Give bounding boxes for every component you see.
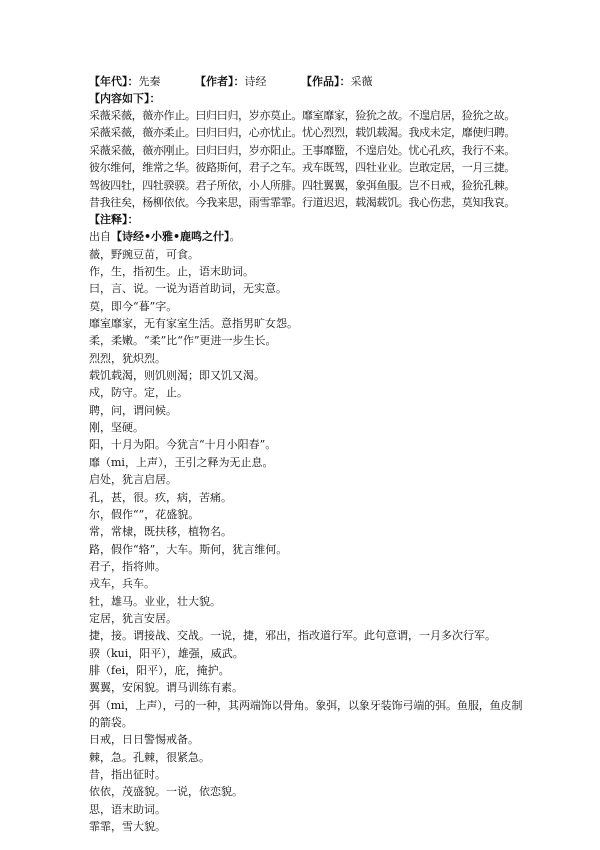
note-item: 昔，指出征时。 bbox=[89, 768, 166, 781]
author-label: 【作者】： bbox=[195, 75, 245, 88]
note-item: 启处，犹言启居。 bbox=[89, 473, 177, 487]
note-item: 阳，十月为阳。今犹言“十月小阳春”。 bbox=[89, 438, 277, 452]
document-page bbox=[89, 73, 529, 835]
notes-list bbox=[89, 246, 529, 836]
author-field bbox=[195, 73, 301, 90]
source-title: 【诗经•小雅•鹿鸣之什】 bbox=[111, 230, 230, 244]
note-item: 常，常棣，既扶移，植物名。 bbox=[89, 525, 232, 539]
note-item: 腓（fei，阳平），庇，掩护。 bbox=[89, 663, 230, 677]
note-item: 翼翼，安闲貌。谓马训练有素。 bbox=[89, 681, 243, 695]
note-item: 刚，坚硬。 bbox=[89, 421, 144, 435]
work-field bbox=[301, 75, 373, 88]
note-item: 柔，柔嫩。“柔”比“作”更进一步生长。 bbox=[89, 334, 277, 348]
note-item: 薇，野豌豆苗，可食。 bbox=[89, 247, 199, 261]
note-item: 君子，指将帅。 bbox=[89, 559, 166, 573]
note-item: 棘，急。孔棘，很紧急。 bbox=[89, 750, 210, 764]
dynasty-label: 【年代】： bbox=[89, 75, 139, 88]
note-item: 作，生，指初生。止，语末助词。 bbox=[89, 265, 254, 279]
note-item: 捷，接。谓接战、交战。一说，捷，邪出，指改道行军。此句意谓，一月多次行军。 bbox=[89, 629, 496, 643]
note-item: 尔，假作“”，花盛貌。 bbox=[89, 507, 200, 521]
note-item: 曰，言、说。一说为语首助词，无实意。 bbox=[89, 282, 287, 296]
note-item: 霏霏，雪大貌。 bbox=[89, 820, 166, 834]
note-item: 靡（mi，上声），王引之释为无止息。 bbox=[89, 455, 274, 469]
notes-label: 【注释】： bbox=[89, 213, 139, 227]
poem-line: 驾彼四牡，四牡骙骙。君子所依，小人所腓。四牡翼翼，象弭鱼服。岂不日戒，猃狁孔棘。 bbox=[89, 178, 515, 192]
note-item: 载饥载渴，则饥则渴；即又饥又渴。 bbox=[89, 369, 265, 383]
dynasty-field bbox=[89, 73, 195, 90]
note-item: 依依，茂盛貌。一说，依恋貌。 bbox=[89, 785, 243, 799]
note-item: 日戒，日日警惕戒备。 bbox=[89, 733, 199, 747]
note-item: 牡，雄马。业业，壮大貌。 bbox=[89, 594, 221, 608]
note-item: 思，语末助词。 bbox=[89, 802, 166, 816]
poem-body bbox=[89, 107, 529, 211]
dynasty-value: 先秦 bbox=[138, 75, 161, 88]
author-value: 诗经 bbox=[244, 75, 267, 88]
poem-line: 采薇采薇，薇亦柔止。曰归曰归，心亦忧止。忧心烈烈，载饥载渴。我戍未定，靡使归聘。 bbox=[89, 126, 515, 140]
source-line bbox=[89, 228, 529, 245]
poem-line: 采薇采薇，薇亦作止。曰归曰归，岁亦莫止。靡室靡家，猃狁之故。不遑启居，猃狁之故。 bbox=[89, 109, 515, 122]
note-item: 聘，问，谓问候。 bbox=[89, 403, 177, 417]
note-item: 弭（mi，上声），弓的一种，其两端饰以骨角。象弭，以象牙装饰弓端的弭。鱼服，鱼皮制的箭袋。 bbox=[89, 698, 523, 729]
note-item: 骙（kui，阳平），雄强，威武。 bbox=[89, 646, 244, 660]
note-item: 定居，犹言安居。 bbox=[89, 611, 177, 625]
content-label: 【内容如下】： bbox=[89, 92, 161, 105]
poem-line: 采薇采薇，薇亦刚止。曰归曰归，岁亦阳止。王事靡盬，不遑启处。忧心孔疚，我行不来。 bbox=[89, 143, 515, 157]
note-item: 烈烈，犹炽烈。 bbox=[89, 351, 166, 365]
note-item: 靡室靡家，无有家室生活。意指男旷女怨。 bbox=[89, 317, 298, 331]
note-item: 戎车，兵车。 bbox=[89, 577, 155, 591]
note-item: 路，假作“辂”，大车。斯何，犹言维何。 bbox=[89, 542, 288, 556]
work-value: 采薇 bbox=[350, 75, 373, 88]
note-item: 戍，防守。定，止。 bbox=[89, 386, 188, 400]
note-item: 孔，甚，很。疚，病，苦痛。 bbox=[89, 490, 232, 504]
work-label: 【作品】： bbox=[301, 75, 351, 88]
source-suffix: 。 bbox=[229, 230, 241, 244]
note-item: 莫，即今“暮”字。 bbox=[89, 299, 178, 313]
source-prefix: 出自 bbox=[89, 230, 111, 244]
poem-line: 昔我往矣，杨柳依依。今我来思，雨雪霏霏。行道迟迟，载渴载饥。我心伤悲，莫知我哀。 bbox=[89, 195, 515, 209]
metadata-row bbox=[89, 73, 529, 90]
poem-line: 彼尔维何，维常之华。彼路斯何，君子之车。戎车既驾，四牡业业。岂敢定居，一月三捷。 bbox=[89, 161, 515, 175]
